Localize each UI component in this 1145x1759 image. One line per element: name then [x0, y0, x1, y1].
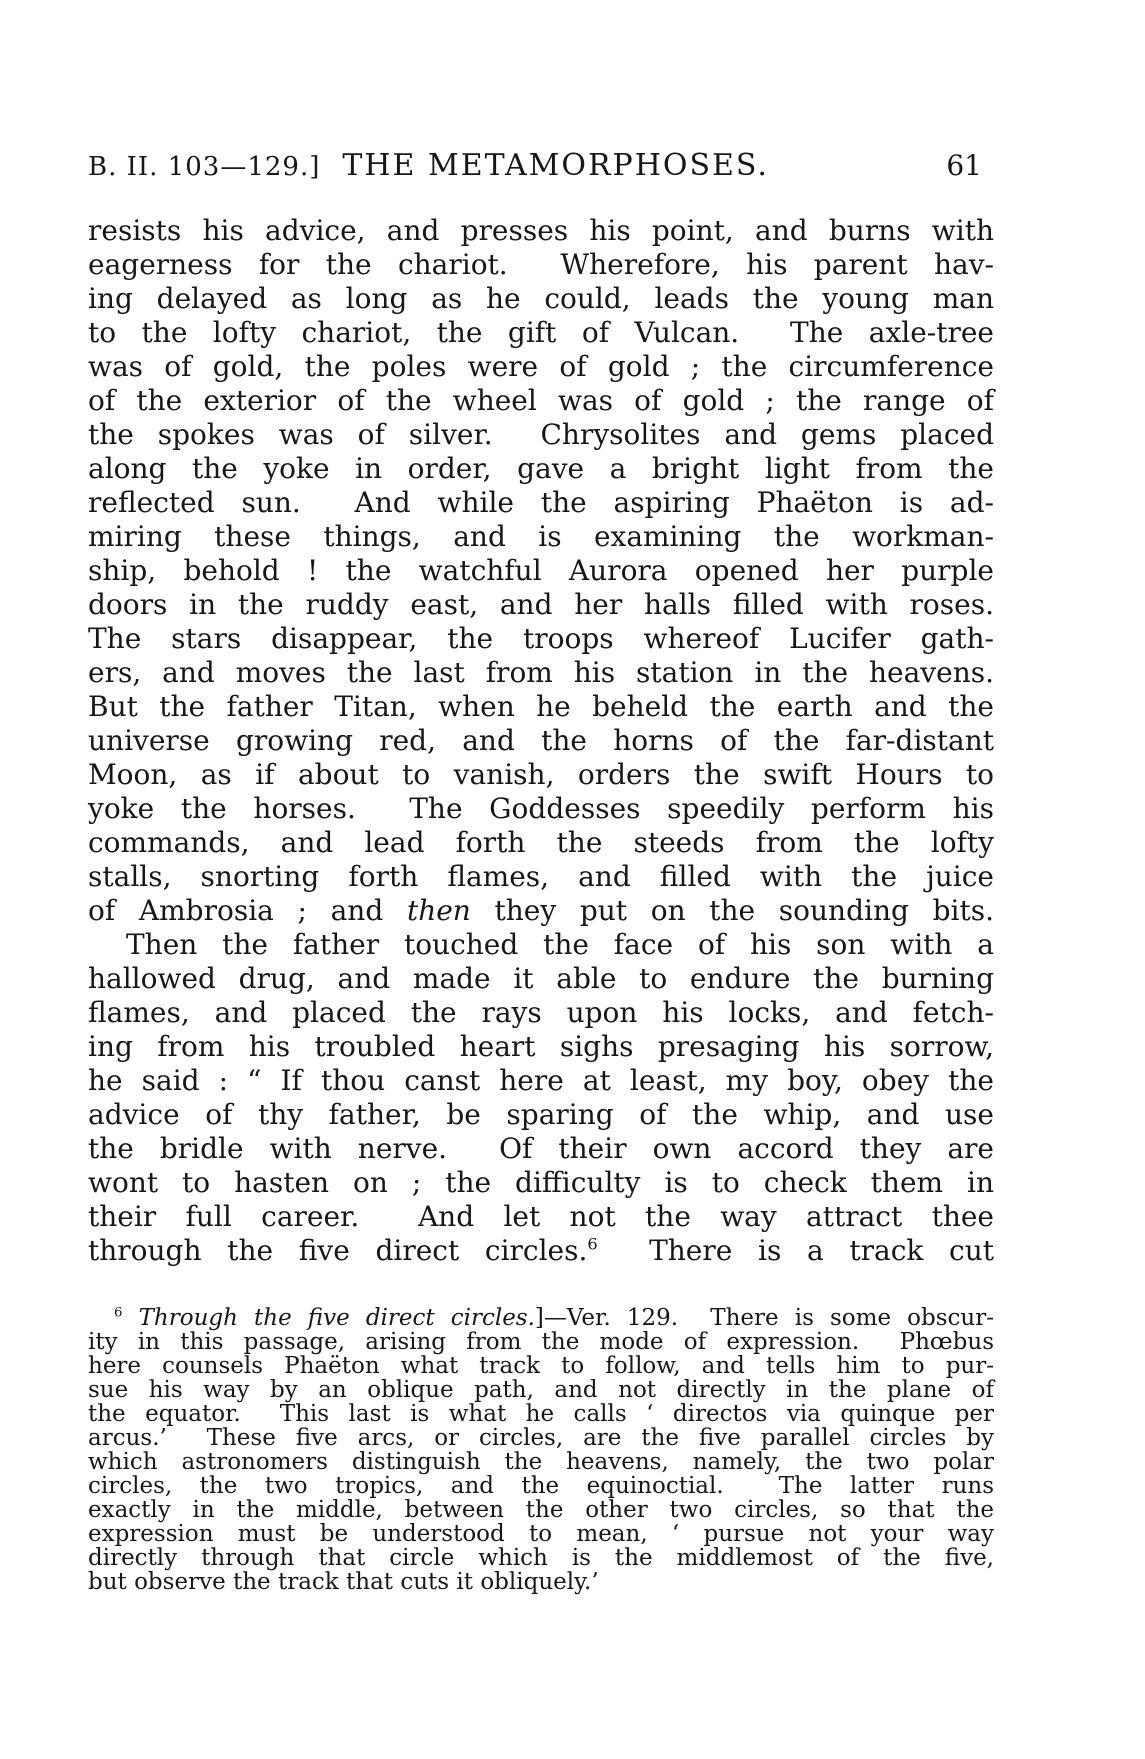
- running-head: [88, 148, 994, 188]
- text-line: ing from his troubled heart sighs presaging his sorrow,: [88, 1030, 994, 1063]
- text-line: the equator. This last is what he calls ‘ directos via quinque per: [88, 1401, 994, 1427]
- italic-text: Through the five direct circles.: [138, 1305, 535, 1331]
- text-line: ship, behold ! the watchful Aurora opened her purple: [88, 554, 994, 587]
- footnote-marker: 6: [587, 1234, 598, 1254]
- text-line: here counsels Phaëton what track to follow, and tells him to pur-: [88, 1353, 994, 1379]
- text-line: universe growing red, and the horns of the far-distant: [88, 724, 994, 757]
- footnote-text: [88, 1306, 994, 1594]
- text-line: $^6$ Through the five direct circles.]—Ver. 129. There is some obscur-: [114, 1305, 994, 1331]
- text-line: Moon, as if about to vanish, orders the swift Hours to: [88, 758, 994, 791]
- body-text: [88, 214, 994, 1268]
- text-line: flames, and placed the rays upon his locks, and fetch-: [88, 996, 994, 1029]
- text-line: arcus.’ These five arcs, or circles, are the five parallel circles by: [88, 1425, 994, 1451]
- text-line: expression must be understood to mean, ‘ pursue not your way: [88, 1521, 994, 1547]
- text-line: The stars disappear, the troops whereof Lucifer gath-: [88, 622, 994, 655]
- text-line: wont to hasten on ; the difficulty is to check them in: [88, 1166, 994, 1199]
- text-line: yoke the horses. The Goddesses speedily perform his: [88, 792, 994, 825]
- text-line: circles, the two tropics, and the equinoctial. The latter runs: [88, 1473, 994, 1499]
- text-line: he said : “ If thou canst here at least, my boy, obey the: [88, 1064, 994, 1097]
- text-line: exactly in the middle, between the other two circles, so that the: [88, 1497, 994, 1523]
- paragraph: [88, 214, 994, 928]
- text-line: directly through that circle which is the middlemost of the five,: [88, 1545, 994, 1571]
- page-number: 61: [946, 149, 982, 182]
- text-line: which astronomers distinguish the heavens, namely, the two polar: [88, 1449, 994, 1475]
- text-line: reflected sun. And while the aspiring Phaëton is ad-: [88, 486, 994, 519]
- text-line: their full career. And let not the way attract thee: [88, 1200, 994, 1233]
- text-line: commands, and lead forth the steeds from the lofty: [88, 826, 994, 859]
- book-title: THE METAMORPHOSES.: [342, 148, 769, 183]
- text-line: of Ambrosia ; and then they put on the sounding bits.: [88, 894, 994, 927]
- text-line: of the exterior of the wheel was of gold ; the range of: [88, 384, 994, 417]
- text-line: the bridle with nerve. Of their own accord they are: [88, 1132, 994, 1165]
- text-line: eagerness for the chariot. Wherefore, his parent hav-: [88, 248, 994, 281]
- text-line: stalls, snorting forth flames, and filled with the juice: [88, 860, 994, 893]
- text-line: But the father Titan, when he beheld the earth and the: [88, 690, 994, 723]
- paragraph: [88, 928, 994, 1268]
- text-line: sue his way by an oblique path, and not directly in the plane of: [88, 1377, 994, 1403]
- text-line: ing delayed as long as he could, leads the young man: [88, 282, 994, 315]
- text-line: resists his advice, and presses his point, and burns with: [88, 214, 994, 247]
- footnote-marker: 6: [114, 1305, 123, 1321]
- text-line: was of gold, the poles were of gold ; the circumference: [88, 350, 994, 383]
- text-line: ity in this passage, arising from the mode of expression. Phœbus: [88, 1329, 994, 1355]
- paragraph: [88, 1306, 994, 1594]
- text-line: doors in the ruddy east, and her halls filled with roses.: [88, 588, 994, 621]
- text-column: [88, 148, 994, 1594]
- text-line: but observe the track that cuts it obliquely.’: [88, 1569, 599, 1595]
- text-line: ers, and moves the last from his station in the heavens.: [88, 656, 994, 689]
- text-line: to the lofty chariot, the gift of Vulcan. The axle-tree: [88, 316, 994, 349]
- verse-reference: B. II. 103—129.]: [88, 152, 321, 182]
- italic-text: then: [406, 894, 471, 927]
- text-line: advice of thy father, be sparing of the whip, and use: [88, 1098, 994, 1131]
- text-line: Then the father touched the face of his son with a: [126, 928, 994, 961]
- text-line: the spokes was of silver. Chrysolites and gems placed: [88, 418, 994, 451]
- text-line: miring these things, and is examining the workman-: [88, 520, 994, 553]
- text-line: through the five direct circles.$^6$ There is a track cut: [88, 1234, 994, 1267]
- text-line: along the yoke in order, gave a bright light from the: [88, 452, 994, 485]
- text-line: hallowed drug, and made it able to endure the burning: [88, 962, 994, 995]
